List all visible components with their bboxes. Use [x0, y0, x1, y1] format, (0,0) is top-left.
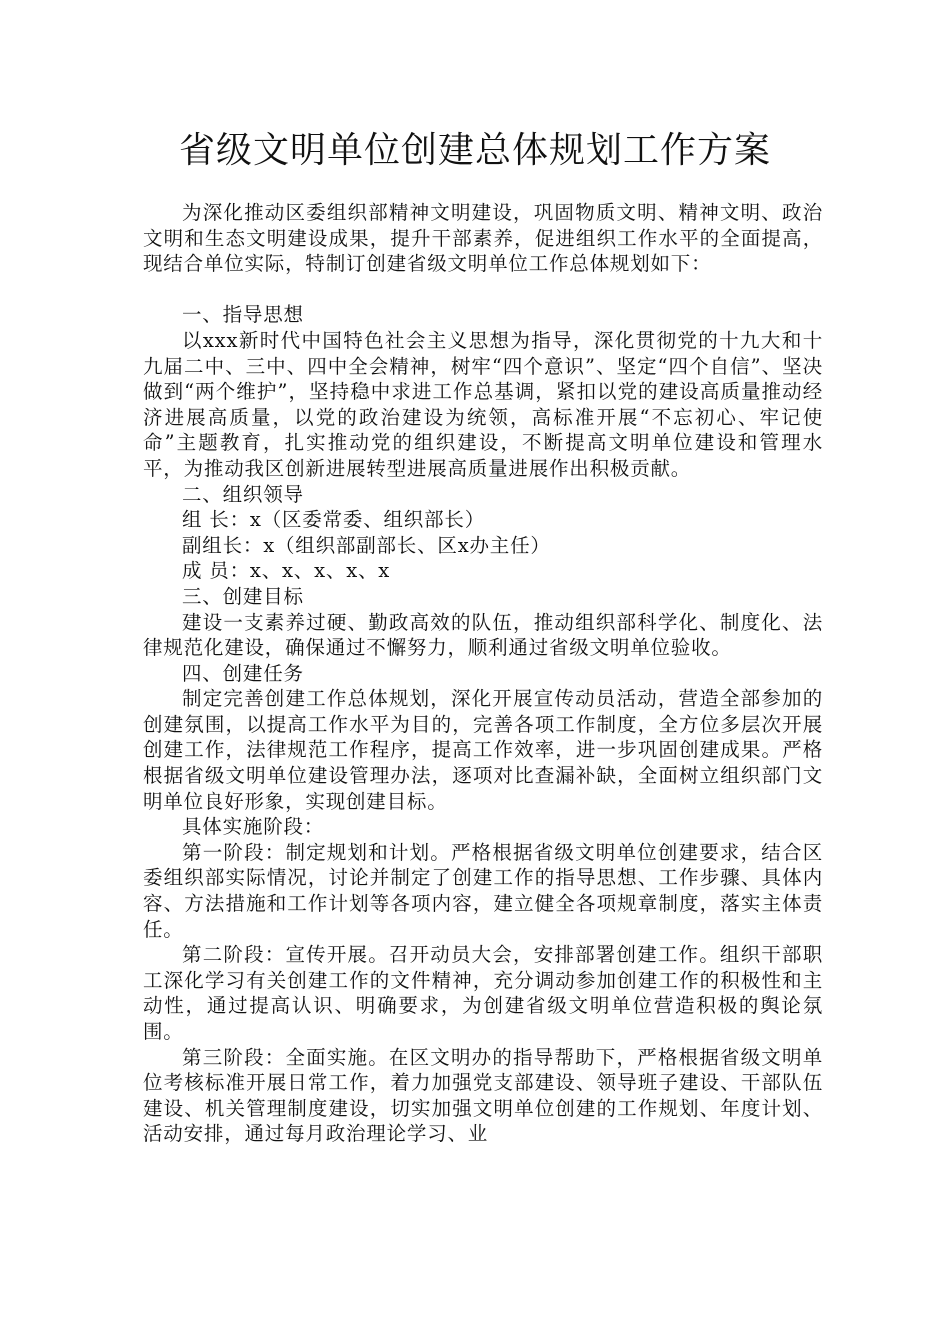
- document-title: 省级文明单位创建总体规划工作方案: [178, 130, 771, 171]
- intro-paragraph: 为深化推动区委组织部精神文明建设，巩固物质文明、精神文明、政治文明和生态文明建设成果，提升干部素养，促进组织工作水平的全面提高，现结合单位实际，特制订创建省级文明单位工作总体规划如下：: [143, 201, 823, 276]
- leader-line: 组 长：x（区委常委、组织部长）: [182, 508, 485, 532]
- section-heading-goals: 三、创建目标: [182, 584, 304, 608]
- section-heading-tasks: 四、创建任务: [182, 661, 304, 685]
- guiding-ideology-paragraph: 以xxx新时代中国特色社会主义思想为指导，深化贯彻党的十九大和十九届二中、三中、四中全会精神，树牢“四个意识”、坚定“四个自信”、坚决做到“两个维护”，坚持稳中求进工作总基调，紧扣以党的建设高质量推动经济进展高质量，以党的政治建设为统领，高标准开展“不忘初心、牢记使命”主题教育，扎实推动党的组织建设，不断提高文明单位建设和管理水平，为推动我区创新进展转型进展高质量进展作出积极贡献。: [143, 328, 823, 480]
- deputy-leader-line: 副组长：x（组织部副部长、区x办主任）: [182, 533, 551, 557]
- section-heading-guiding-ideology: 一、指导思想: [182, 303, 304, 327]
- stage-one-paragraph: 第一阶段：制定规划和计划。严格根据省级文明单位创建要求，结合区委组织部实际情况，讨论并制定了创建工作的指导思想、工作步骤、具体内容、方法措施和工作计划等各项内容，建立健全各项规章制度，落实主体责任。: [143, 840, 823, 941]
- implementation-stages-label: 具体实施阶段：: [182, 815, 325, 839]
- tasks-paragraph: 制定完善创建工作总体规划，深化开展宣传动员活动，营造全部参加的创建氛围，以提高工作水平为目的，完善各项工作制度，全方位多层次开展创建工作，法律规范工作程序，提高工作效率，进一步巩固创建成果。严格根据省级文明单位建设管理办法，逐项对比查漏补缺，全面树立组织部门文明单位良好形象，实现创建目标。: [143, 687, 823, 813]
- goals-paragraph: 建设一支素养过硬、勤政高效的队伍，推动组织部科学化、制度化、法律规范化建设，确保通过不懈努力，顺利通过省级文明单位验收。: [143, 610, 823, 660]
- members-line: 成 员：x、x、x、x、x: [182, 559, 391, 583]
- stage-three-paragraph: 第三阶段：全面实施。在区文明办的指导帮助下，严格根据省级文明单位考核标准开展日常工作，着力加强党支部建设、领导班子建设、干部队伍建设、机关管理制度建设，切实加强文明单位创建的工作规划、年度计划、活动安排，通过每月政治理论学习、业: [143, 1045, 823, 1146]
- stage-two-paragraph: 第二阶段：宣传开展。召开动员大会，安排部署创建工作。组织干部职工深化学习有关创建工作的文件精神，充分调动参加创建工作的积极性和主动性，通过提高认识、明确要求，为创建省级文明单位营造积极的舆论氛围。: [143, 943, 823, 1043]
- document-body: [143, 200, 823, 1147]
- section-heading-organization-leadership: 二、组织领导: [182, 482, 304, 506]
